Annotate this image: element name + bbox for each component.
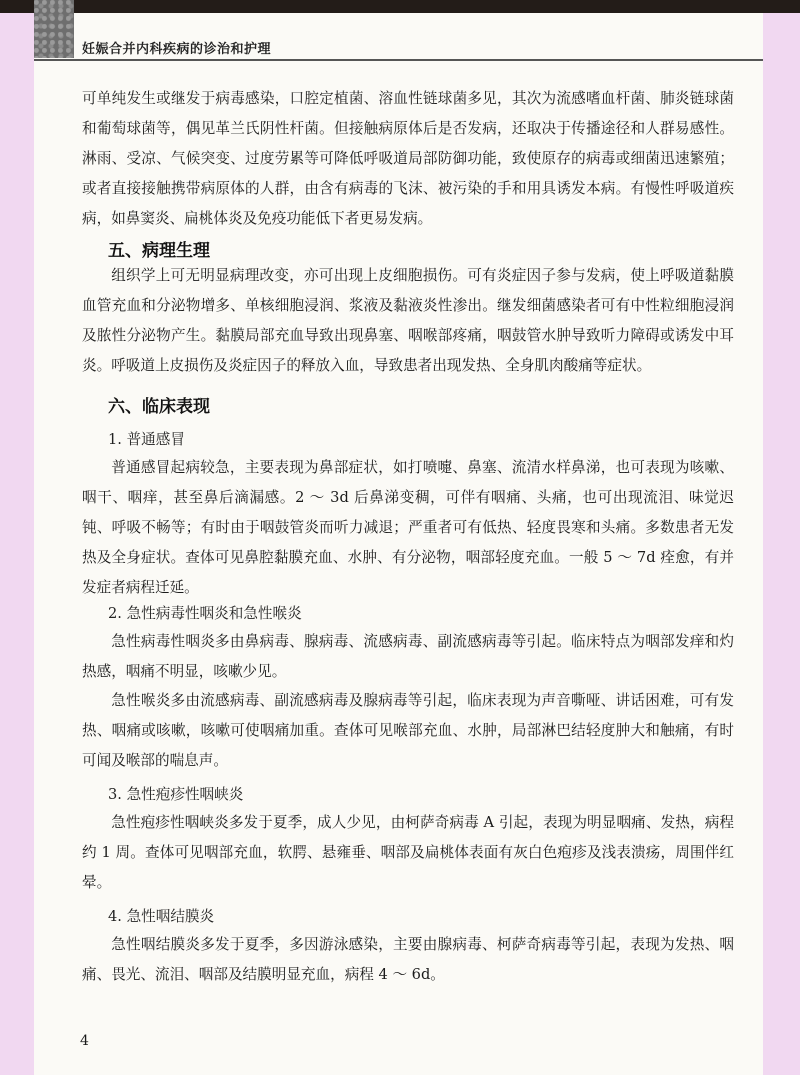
header-decoration	[34, 0, 74, 58]
section-5-paragraph: 组织学上可无明显病理改变，亦可出现上皮细胞损伤。可有炎症因子参与发病，使上呼吸道黏膜血管充血和分泌物增多、单核细胞浸润、浆液及黏液炎性渗出。继发细菌感染者可有中性粒细胞浸润及脓性分泌物产生。黏膜局部充血导致出现鼻塞、咽喉部疼痛，咽鼓管水肿导致听力障碍或诱发中耳炎。呼吸道上皮损伤及炎症因子的释放入血，导致患者出现发热、全身肌肉酸痛等症状。	[82, 267, 734, 374]
page-number: 4	[80, 1033, 89, 1049]
section-5-title: 五、病理生理	[108, 241, 210, 261]
header-divider	[34, 59, 763, 61]
subsection-1-paragraph: 普通感冒起病较急，主要表现为鼻部症状，如打喷嚏、鼻塞、流清水样鼻涕，也可表现为咳嗽、咽干、咽痒，甚至鼻后滴漏感。2 ～ 3d 后鼻涕变稠，可伴有咽痛、头痛，也可出现流泪、味觉迟钝、呼吸不畅等；有时由于咽鼓管炎而听力减退；严重者可有低热、轻度畏寒和头痛。多数患者无发热及全身症状。查体可见鼻腔黏膜充血、水肿、有分泌物，咽部轻度充血。一般 5 ～ 7d 痊愈，有并发症者病程迁延。	[82, 459, 734, 596]
subsection-3-title: 3. 急性疱疹性咽峡炎	[108, 786, 244, 803]
subsection-1-title: 1. 普通感冒	[108, 431, 185, 448]
subsection-2-title: 2. 急性病毒性咽炎和急性喉炎	[108, 605, 302, 622]
subsection-2-paragraph-2: 急性喉炎多由流感病毒、副流感病毒及腺病毒等引起，临床表现为声音嘶哑、讲话困难，可有发热、咽痛或咳嗽，咳嗽可使咽痛加重。查体可见喉部充血、水肿，局部淋巴结轻度肿大和触痛，有时可闻及喉部的喘息声。	[82, 692, 734, 769]
subsection-3-paragraph: 急性疱疹性咽峡炎多发于夏季，成人少见，由柯萨奇病毒 A 引起，表现为明显咽痛、发热，病程约 1 周。查体可见咽部充血，软腭、悬雍垂、咽部及扁桃体表面有灰白色疱疹及浅表溃疡，周围伴红晕。	[82, 814, 734, 891]
running-title: 妊娠合并内科疾病的诊治和护理	[82, 42, 272, 57]
top-border	[0, 0, 800, 13]
subsection-4-paragraph: 急性咽结膜炎多发于夏季，多因游泳感染，主要由腺病毒、柯萨奇病毒等引起，表现为发热、咽痛、畏光、流泪、咽部及结膜明显充血，病程 4 ～ 6d。	[82, 936, 734, 983]
section-6-title: 六、临床表现	[108, 397, 210, 417]
subsection-4-title: 4. 急性咽结膜炎	[108, 908, 215, 925]
intro-paragraph: 可单纯发生或继发于病毒感染，口腔定植菌、溶血性链球菌多见，其次为流感嗜血杆菌、肺炎链球菌和葡萄球菌等，偶见革兰氏阴性杆菌。但接触病原体后是否发病，还取决于传播途径和人群易感性。淋雨、受凉、气候突变、过度劳累等可降低呼吸道局部防御功能，致使原存的病毒或细菌迅速繁殖；或者直接接触携带病原体的人群，由含有病毒的飞沫、被污染的手和用具诱发本病。有慢性呼吸道疾病，如鼻窦炎、扁桃体炎及免疫功能低下者更易发病。	[82, 90, 734, 227]
subsection-2-paragraph-1: 急性病毒性咽炎多由鼻病毒、腺病毒、流感病毒、副流感病毒等引起。临床特点为咽部发痒和灼热感，咽痛不明显，咳嗽少见。	[82, 633, 734, 680]
